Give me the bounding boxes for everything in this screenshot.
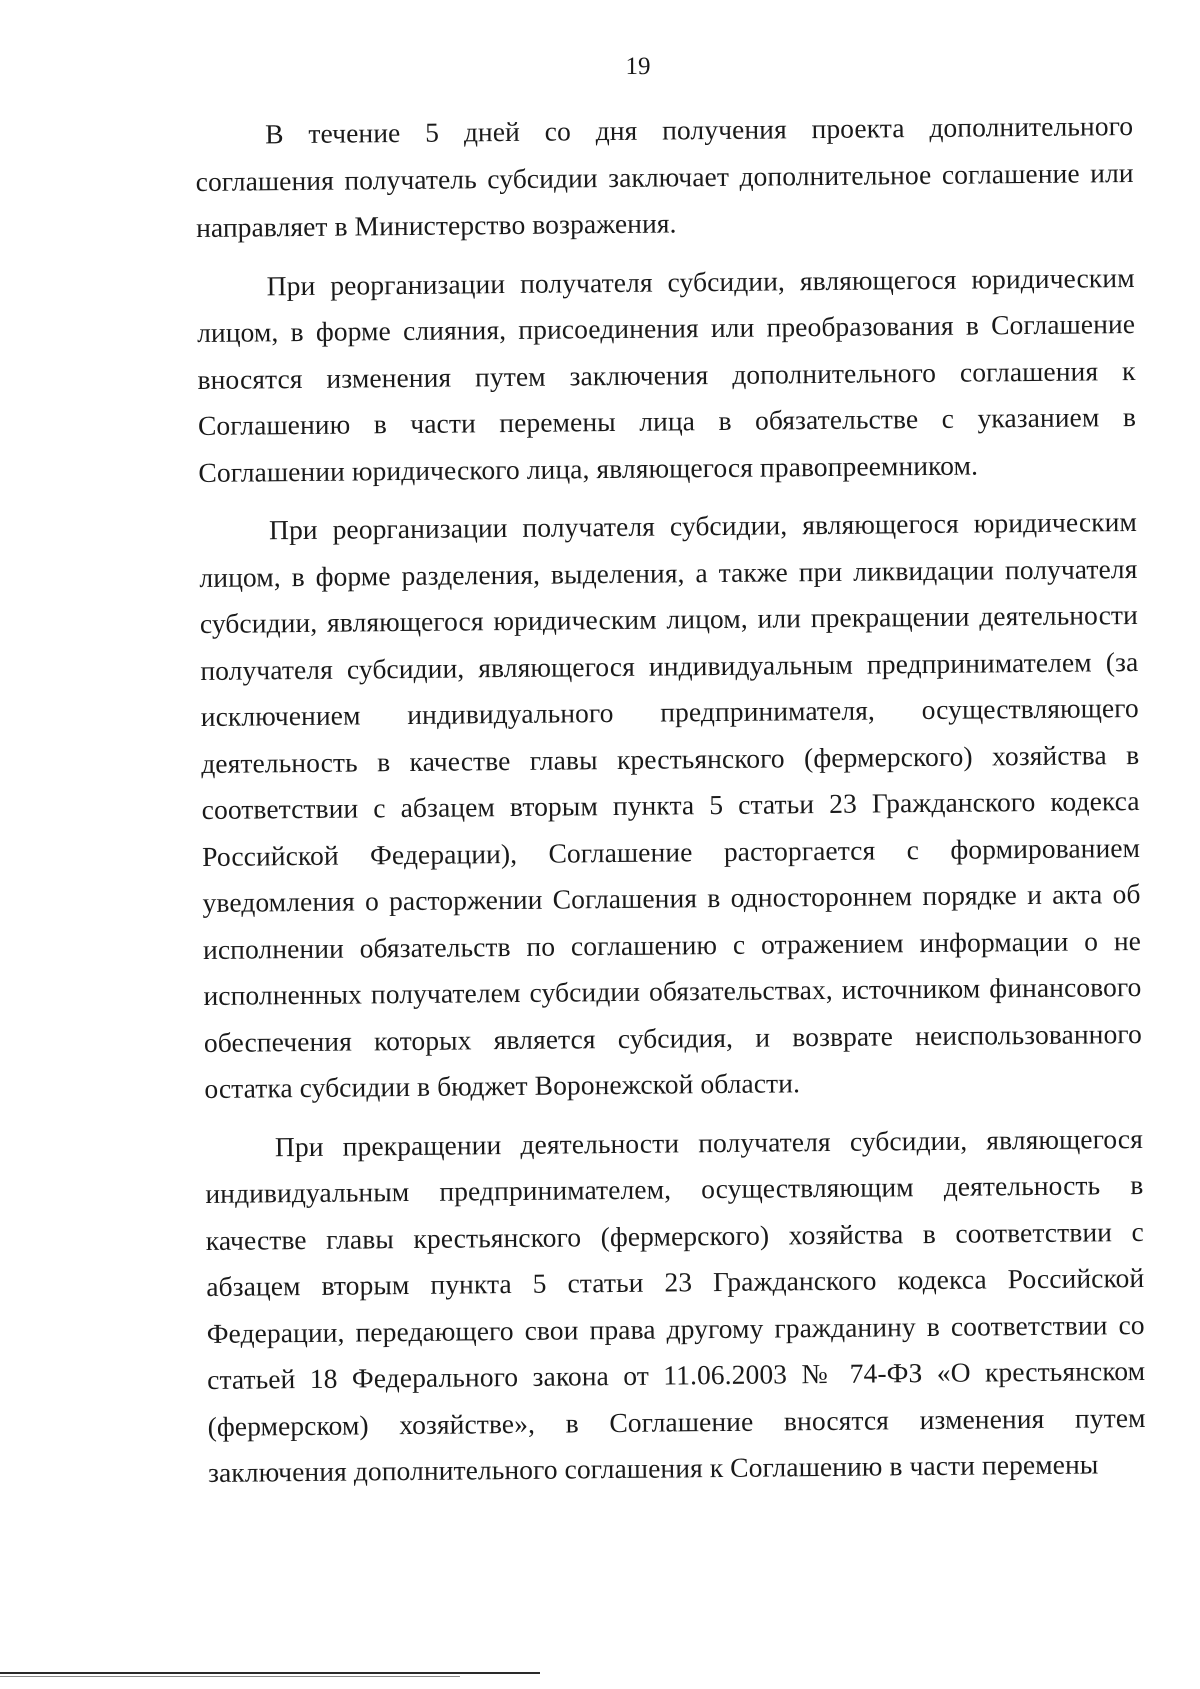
- scan-edge-line: [0, 1672, 540, 1674]
- paragraph-farm-head-termination: При прекращении деятельности получателя субсидии, являющегося индивидуальным предпринимателем, осуществляющим деятельность в качестве главы крестьянского (фермерского) хозяйства в соответствии с абзацем вторым пункта 5 статьи 23 Гражданского кодекса Российской Федерации, передающего свои права другому гражданину в соответствии со статьей 18 Федерального закона от 11.06.2003 № 74-ФЗ «О крестьянском (фермерском) хозяйстве», в Соглашение вносятся изменения путем заключения дополнительного соглашения к Соглашению в части перемены: [205, 1122, 1146, 1488]
- scan-edge-line-thin: [0, 1676, 460, 1677]
- document-body: [195, 103, 1146, 1496]
- page-number: 19: [625, 53, 651, 80]
- paragraph-reorganization-division: При реорганизации получателя субсидии, являющегося юридическим лицом, в форме разделения, выделения, а также при ликвидации получателя субсидии, являющегося юридическим лицом, или прекращении деятельности получателя субсидии, являющегося индивидуальным предпринимателем (за исключением индивидуального предпринимателя, осуществляющего деятельность в качестве главы крестьянского (фермерского) хозяйства в соответствии с абзацем вторым пункта 5 статьи 23 Гражданского кодекса Российской Федерации), Соглашение расторгается с формированием уведомления о расторжении Соглашения в одностороннем порядке и акта об исполнении обязательств по соглашению с отражением информации о не исполненных получателем субсидии обязательствах, источником финансового обеспечения которых является субсидия, и возврате неиспользованного остатка субсидии в бюджет Воронежской области.: [199, 505, 1143, 1104]
- paragraph-reorganization-merger: При реорганизации получателя субсидии, являющегося юридическим лицом, в форме слияния, присоединения или преобразования в Соглашение вносятся изменения путем заключения дополнительного соглашения к Соглашению в части перемены лица в обязательстве с указанием в Соглашении юридического лица, являющегося правопреемником.: [196, 261, 1137, 488]
- paragraph-additional-agreement-term: В течение 5 дней со дня получения проекта дополнительного соглашения получатель субсидии заключает дополнительное соглашение или направляет в Министерство возражения.: [195, 109, 1134, 243]
